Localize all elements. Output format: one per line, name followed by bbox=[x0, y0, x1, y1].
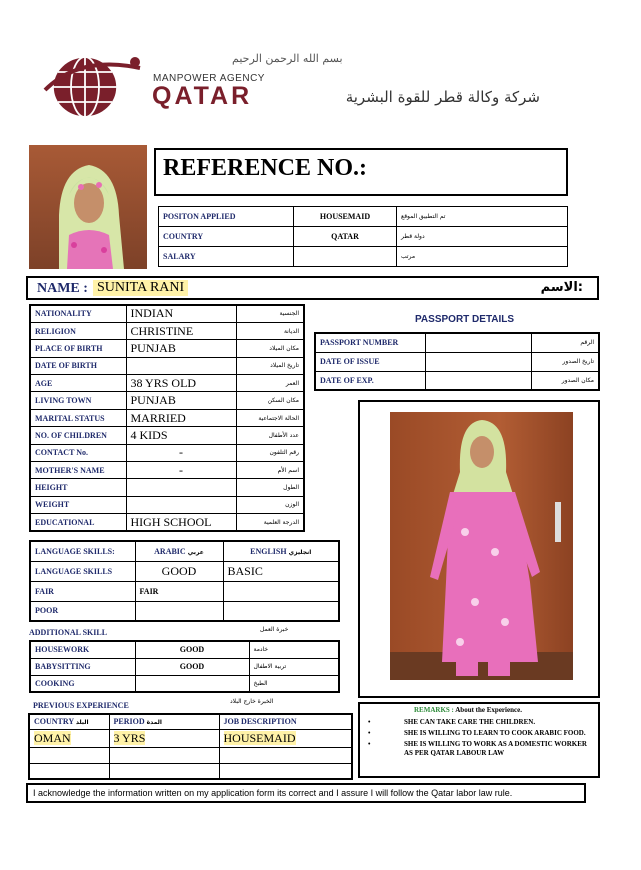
globe-logo-icon bbox=[40, 50, 145, 120]
table-row bbox=[30, 305, 304, 322]
no-of-children-label: NO. OF CHILDREN bbox=[30, 427, 126, 444]
english-col-header bbox=[223, 541, 339, 561]
arabic-label: ARABIC bbox=[154, 546, 186, 556]
period-col-label: PERIOD bbox=[113, 717, 145, 727]
table-row bbox=[315, 333, 599, 352]
poor-arabic-value bbox=[135, 601, 223, 621]
position-value: HOUSEMAID bbox=[294, 207, 397, 227]
table-row bbox=[29, 763, 352, 779]
country-col-ar: البلد bbox=[75, 719, 89, 727]
table-row bbox=[159, 227, 568, 247]
fair-label: FAIR bbox=[30, 581, 135, 601]
no-of-children-ar: عدد الأطفال bbox=[236, 427, 304, 444]
applicant-photo-full bbox=[390, 412, 573, 680]
poor-english-value bbox=[223, 601, 339, 621]
table-row bbox=[30, 444, 304, 461]
poor-label: POOR bbox=[30, 601, 135, 621]
mother-s-name-value: - bbox=[126, 462, 236, 479]
exp-country-value: OMAN bbox=[34, 730, 71, 745]
country-label: COUNTRY bbox=[159, 227, 294, 247]
babysitting-label: BABYSITTING bbox=[30, 658, 135, 675]
experience-table bbox=[28, 713, 353, 780]
period-col-ar: المدة bbox=[146, 719, 162, 727]
bullet-icon: • bbox=[368, 718, 371, 726]
table-row bbox=[30, 641, 339, 658]
acknowledgement-box bbox=[26, 783, 586, 803]
housework-value: GOOD bbox=[135, 641, 249, 658]
table-row bbox=[30, 675, 339, 692]
english-label: ENGLISH bbox=[250, 546, 287, 556]
english-label-ar: انجليزي bbox=[288, 548, 312, 556]
date-of-birth-ar: تاريخ الميلاد bbox=[236, 357, 304, 374]
fair-english-value bbox=[223, 581, 339, 601]
remark-text: SHE IS WILLING TO WORK AS A DOMESTIC WORKER AS PER QATAR LABOUR LAW bbox=[404, 740, 587, 757]
remarks-list bbox=[366, 718, 592, 760]
name-label-ar: الاسم: bbox=[540, 280, 583, 295]
bullet-icon: • bbox=[368, 729, 371, 737]
remark-text: SHE CAN TAKE CARE THE CHILDREN. bbox=[404, 718, 536, 726]
religion-value: CHRISTINE bbox=[126, 322, 236, 339]
name-value: SUNITA RANI bbox=[93, 280, 188, 296]
country-value: QATAR bbox=[294, 227, 397, 247]
mother-s-name-ar: اسم الأم bbox=[236, 462, 304, 479]
passport-table bbox=[314, 332, 600, 391]
acknowledgement-text: I acknowledge the information written on my application form its correct and I assure I will follow the Qatar labor law rule. bbox=[33, 788, 513, 798]
nationality-label: NATIONALITY bbox=[30, 305, 126, 322]
educational-value: HIGH SCHOOL bbox=[126, 514, 236, 531]
table-row bbox=[30, 581, 339, 601]
marital-status-label: MARITAL STATUS bbox=[30, 409, 126, 426]
religion-ar: الديانة bbox=[236, 322, 304, 339]
agency-name-arabic: شركة وكالة قطر للقوة البشرية bbox=[345, 88, 540, 106]
table-row bbox=[315, 371, 599, 390]
period-col-header bbox=[109, 714, 219, 729]
age-ar: العمر bbox=[236, 375, 304, 392]
table-row bbox=[30, 658, 339, 675]
living-town-value: PUNJAB bbox=[126, 392, 236, 409]
person-full-body-icon bbox=[390, 412, 573, 680]
position-label: POSITON APPLIED bbox=[159, 207, 294, 227]
mother-s-name-label: MOTHER'S NAME bbox=[30, 462, 126, 479]
date-of-birth-value bbox=[126, 357, 236, 374]
living-town-ar: مكان السكن bbox=[236, 392, 304, 409]
arabic-skill-value: GOOD bbox=[135, 561, 223, 581]
language-skills-label: LANGUAGE SKILLS bbox=[30, 561, 135, 581]
additional-skill-title: ADDITIONAL SKILL bbox=[29, 628, 108, 637]
salary-label: SALARY bbox=[159, 247, 294, 267]
height-ar: الطول bbox=[236, 479, 304, 496]
remark-text: SHE IS WILLING TO LEARN TO COOK ARABIC FOOD. bbox=[404, 729, 586, 737]
salary-value bbox=[294, 247, 397, 267]
arabic-col-header bbox=[135, 541, 223, 561]
remarks-title-rest: About the Experience. bbox=[455, 706, 522, 714]
person-portrait-icon bbox=[29, 145, 147, 269]
place-of-birth-label: PLACE OF BIRTH bbox=[30, 340, 126, 357]
agency-logo bbox=[40, 50, 145, 120]
passport-title: PASSPORT DETAILS bbox=[415, 314, 515, 325]
remarks-title: REMARKS : bbox=[414, 706, 454, 714]
table-row bbox=[30, 409, 304, 426]
name-bar bbox=[26, 276, 599, 300]
table-row bbox=[30, 514, 304, 531]
passport-number-label: PASSPORT NUMBER bbox=[315, 333, 425, 352]
reference-box bbox=[154, 148, 568, 196]
table-row bbox=[29, 714, 352, 729]
living-town-label: LIVING TOWN bbox=[30, 392, 126, 409]
place-of-birth-ar: مكان الميلاد bbox=[236, 340, 304, 357]
issue-date-label: DATE OF ISSUE bbox=[315, 352, 425, 371]
housework-ar: خادمة bbox=[249, 641, 339, 658]
nationality-value: INDIAN bbox=[126, 305, 236, 322]
marital-status-value: MARRIED bbox=[126, 409, 236, 426]
experience-title-ar: الخبرة خارج البلاد bbox=[230, 698, 274, 705]
table-row bbox=[30, 375, 304, 392]
contact-no-label: CONTACT No. bbox=[30, 444, 126, 461]
cooking-label: COOKING bbox=[30, 675, 135, 692]
remark-item bbox=[366, 740, 592, 758]
babysitting-ar: تربية الاطفال bbox=[249, 658, 339, 675]
language-header-label: LANGUAGE SKILLS: bbox=[30, 541, 135, 561]
table-row bbox=[30, 340, 304, 357]
age-value: 38 YRS OLD bbox=[126, 375, 236, 392]
exp-date-ar: مكان الصدور bbox=[531, 371, 599, 390]
salary-ar: مرتب bbox=[397, 247, 568, 267]
issue-date-ar: تاريخ الصدور bbox=[531, 352, 599, 371]
personal-table bbox=[29, 304, 305, 532]
height-value bbox=[126, 479, 236, 496]
table-row bbox=[30, 322, 304, 339]
age-label: AGE bbox=[30, 375, 126, 392]
agency-name-small: MANPOWER AGENCY bbox=[153, 73, 265, 84]
additional-skill-title-ar: خبرة العمل bbox=[260, 626, 289, 633]
passport-number-ar: الرقم bbox=[531, 333, 599, 352]
exp-date-value bbox=[425, 371, 531, 390]
remark-item bbox=[366, 729, 592, 738]
table-row bbox=[29, 729, 352, 747]
no-of-children-value: 4 KIDS bbox=[126, 427, 236, 444]
educational-label: EDUCATIONAL bbox=[30, 514, 126, 531]
passport-number-value bbox=[425, 333, 531, 352]
position-ar: تم التطبيق الموقع bbox=[397, 207, 568, 227]
agency-name-big: QATAR bbox=[152, 82, 253, 110]
remarks-box bbox=[358, 702, 600, 778]
table-row bbox=[159, 207, 568, 227]
bullet-icon: • bbox=[368, 740, 371, 748]
remark-item bbox=[366, 718, 592, 727]
experience-title: PREVIOUS EXPERIENCE bbox=[33, 701, 129, 710]
exp-job-cell bbox=[219, 729, 352, 747]
cooking-ar: الطبخ bbox=[249, 675, 339, 692]
weight-ar: الوزن bbox=[236, 496, 304, 513]
table-row bbox=[30, 427, 304, 444]
exp-period-cell bbox=[109, 729, 219, 747]
position-table bbox=[158, 206, 568, 267]
table-row bbox=[29, 747, 352, 763]
table-row bbox=[159, 247, 568, 267]
weight-label: WEIGHT bbox=[30, 496, 126, 513]
table-row bbox=[30, 462, 304, 479]
housework-label: HOUSEWORK bbox=[30, 641, 135, 658]
job-col-header: JOB DESCRIPTION bbox=[219, 714, 352, 729]
english-skill-value: BASIC bbox=[223, 561, 339, 581]
exp-date-label: DATE OF EXP. bbox=[315, 371, 425, 390]
nationality-ar: الجنسية bbox=[236, 305, 304, 322]
table-row bbox=[30, 392, 304, 409]
applicant-photo-frame bbox=[358, 400, 600, 698]
arabic-label-ar: عربي bbox=[187, 548, 204, 556]
reference-label: REFERENCE NO.: bbox=[163, 155, 368, 181]
fair-arabic-value: FAIR bbox=[135, 581, 223, 601]
babysitting-value: GOOD bbox=[135, 658, 249, 675]
country-ar: دولة قطر bbox=[397, 227, 568, 247]
table-row bbox=[30, 541, 339, 561]
exp-job-value: HOUSEMAID bbox=[223, 730, 296, 745]
date-of-birth-label: DATE OF BIRTH bbox=[30, 357, 126, 374]
remarks-heading bbox=[414, 706, 522, 714]
table-row bbox=[30, 496, 304, 513]
exp-period-value: 3 YRS bbox=[113, 730, 146, 745]
table-row bbox=[315, 352, 599, 371]
table-row bbox=[30, 561, 339, 581]
place-of-birth-value: PUNJAB bbox=[126, 340, 236, 357]
religion-label: RELIGION bbox=[30, 322, 126, 339]
contact-no-value: - bbox=[126, 444, 236, 461]
exp-country-cell bbox=[29, 729, 109, 747]
name-label: NAME : bbox=[37, 281, 88, 296]
marital-status-ar: الحالة الاجتماعية bbox=[236, 409, 304, 426]
weight-value bbox=[126, 496, 236, 513]
additional-skill-table bbox=[29, 640, 340, 693]
educational-ar: الدرجة العلمية bbox=[236, 514, 304, 531]
table-row bbox=[30, 601, 339, 621]
language-table bbox=[29, 540, 340, 622]
table-row bbox=[30, 357, 304, 374]
contact-no-ar: رقم التلفون bbox=[236, 444, 304, 461]
country-col-header bbox=[29, 714, 109, 729]
cooking-value bbox=[135, 675, 249, 692]
applicant-photo-small bbox=[29, 145, 147, 269]
height-label: HEIGHT bbox=[30, 479, 126, 496]
basmala: بسم الله الرحمن الرحيم bbox=[232, 52, 343, 65]
table-row bbox=[30, 479, 304, 496]
issue-date-value bbox=[425, 352, 531, 371]
country-col-label: COUNTRY bbox=[34, 717, 74, 727]
